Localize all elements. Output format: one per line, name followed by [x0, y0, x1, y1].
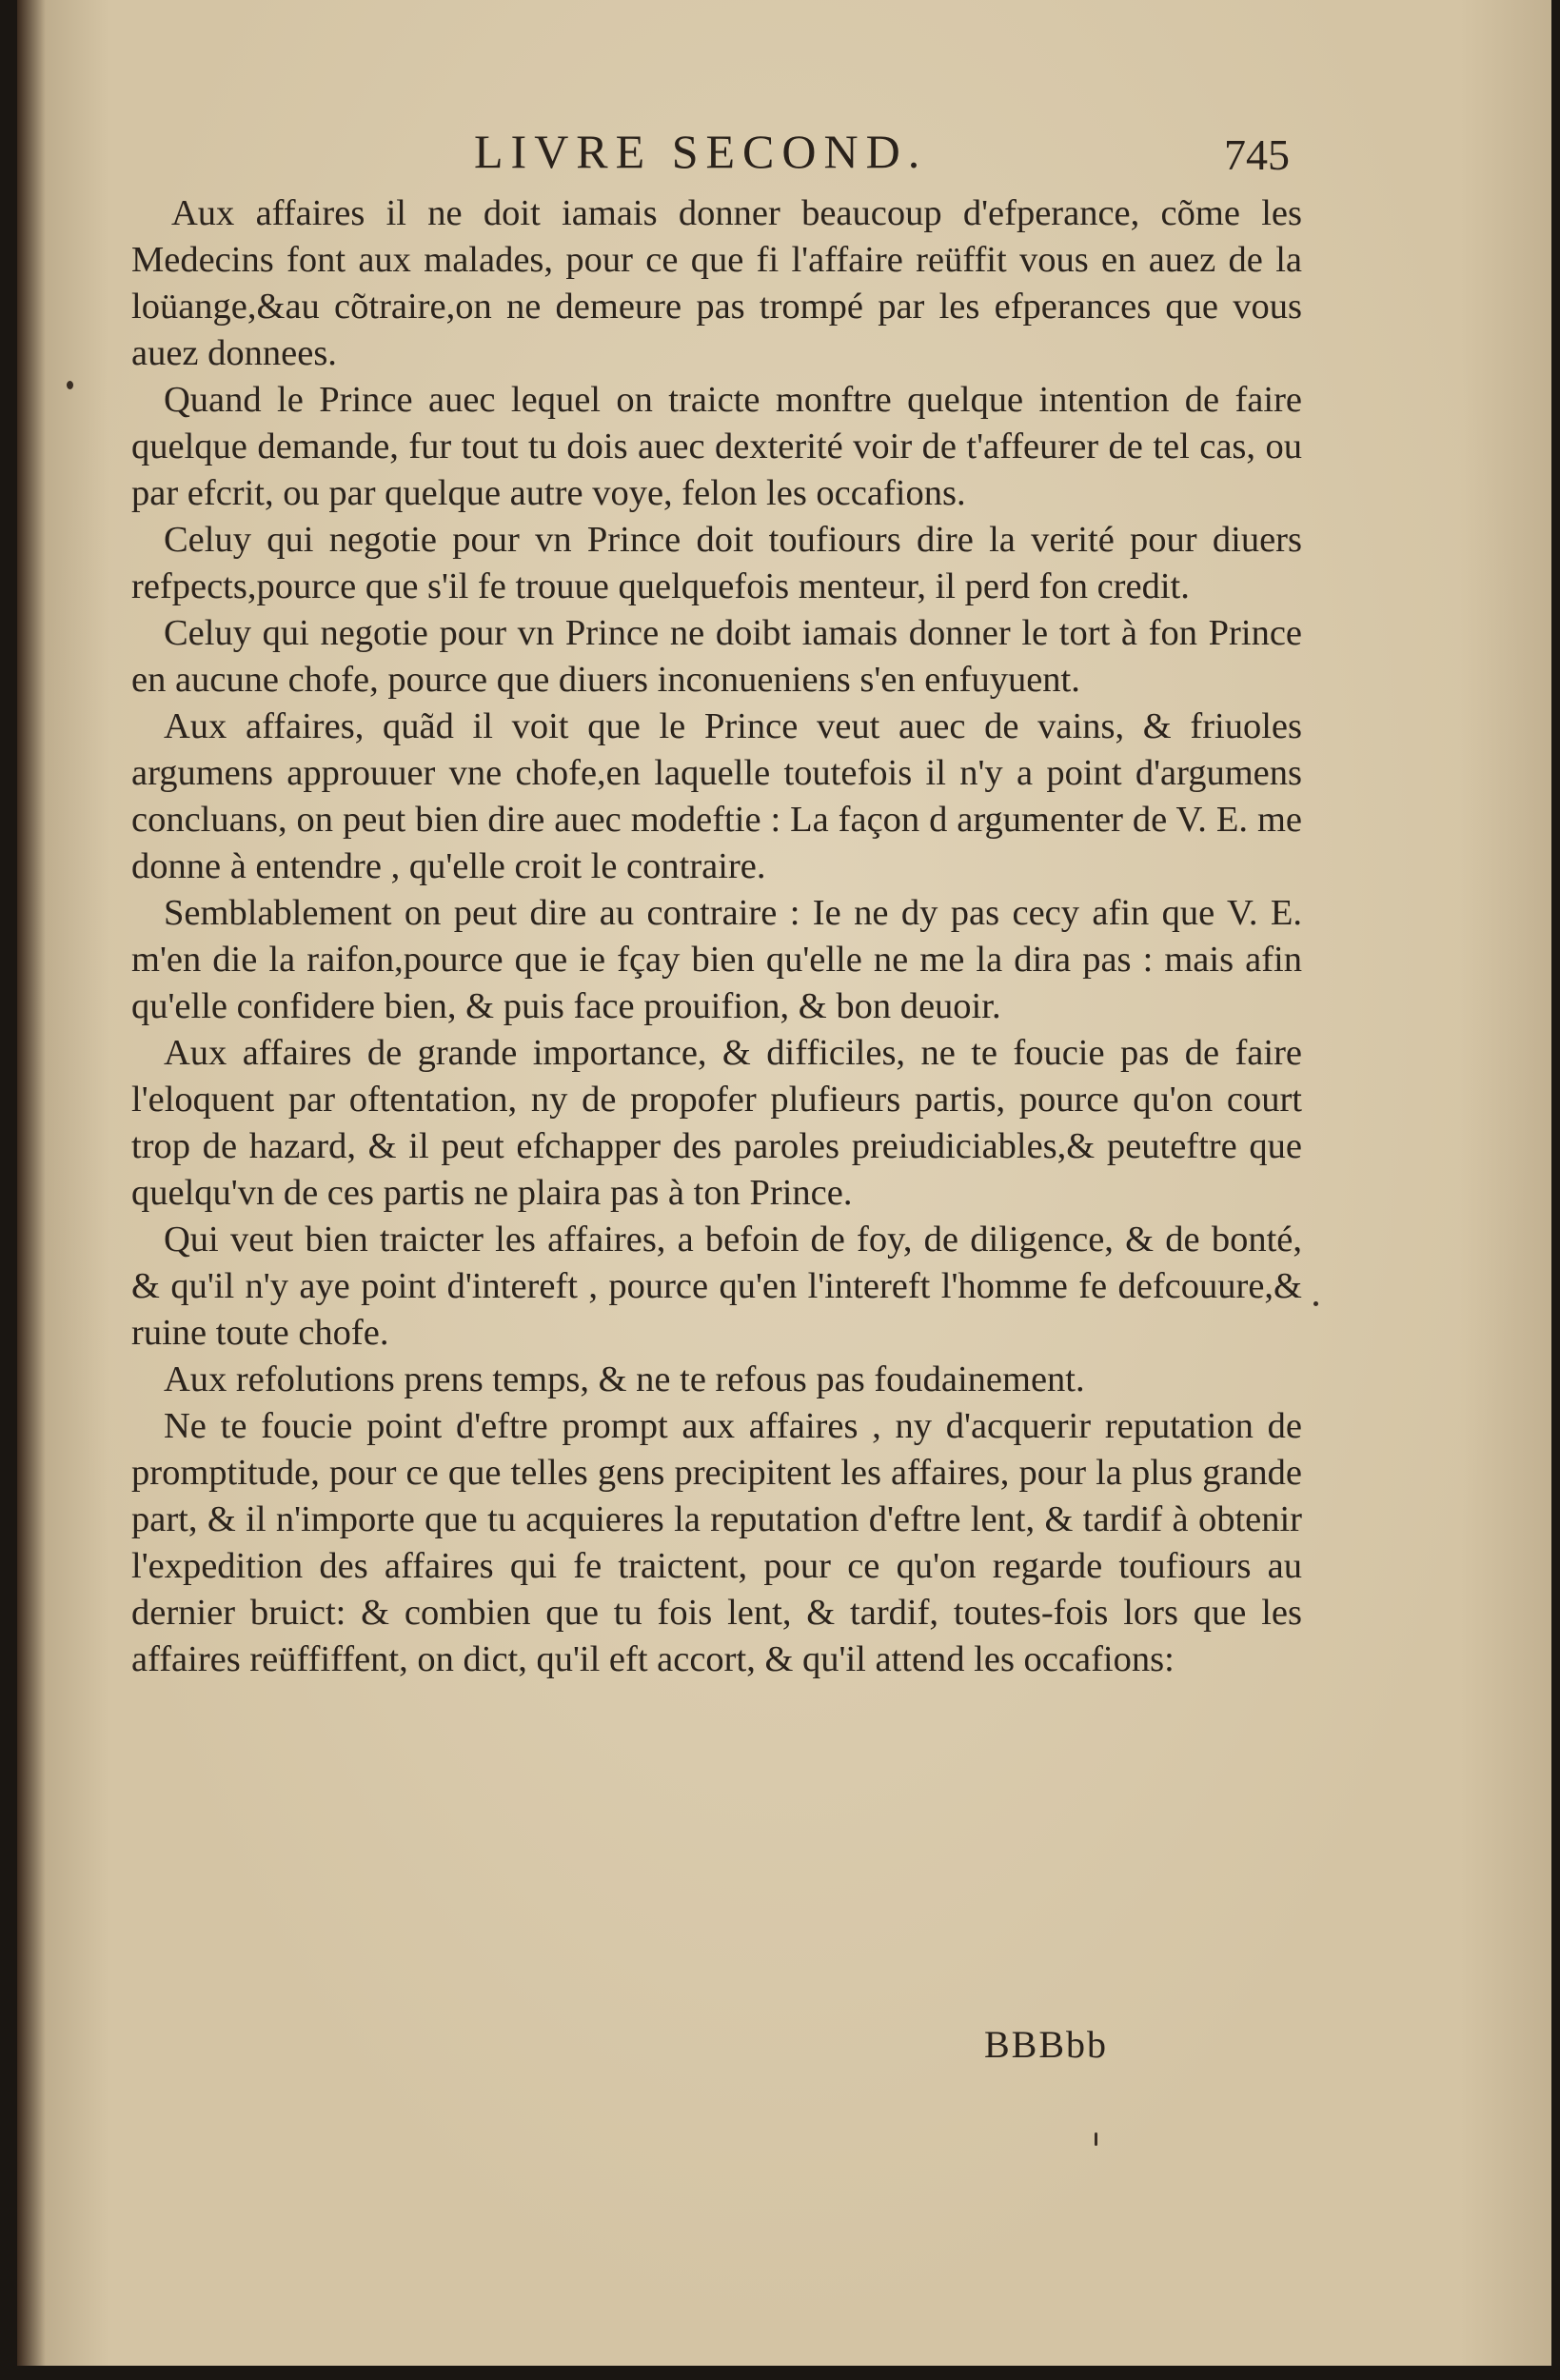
page-number: 745: [1224, 130, 1290, 179]
running-title: LIVRE SECOND.: [474, 125, 928, 178]
paragraph: Aux refolutions prens temps, & ne te refous pas foudainement.: [164, 1359, 1085, 1399]
paragraph: Quand le Prince auec lequel on traicte monftre quelque intention de faire quelque demande, fur tout tu dois auec dexterité voir de t'affeurer de tel cas, ou par efcrit, ou par quelque autre voye, felon les occafions.: [131, 380, 1302, 513]
catchword-signature: BBBbb: [984, 2023, 1109, 2066]
paragraph: Ne te foucie point d'eftre prompt aux affaires , ny d'acquerir reputation de promptitude, pour ce que telles gens precipitent les affaires, pour la plus grande part, & il n'importe que tu acquieres la reputation d'eftre lent, & tardif à obtenir l'expedition des affaires qui fe traictent, pour ce qu'on regarde toufiours au dernier bruict: & combien que tu fois lent, & tardif, toutes-fois lors que les affaires reüffiffent, on dict, qu'il eft accort, & qu'il attend les occafions:: [131, 1406, 1302, 1679]
paragraph: Qui veut bien traicter les affaires, a befoin de foy, de diligence, & de bonté, & qu'il n'y aye point d'intereft , pource qu'en l'intereft l'homme fe defcouure,& ruine toute chofe.: [131, 1220, 1302, 1353]
ink-speck: [1313, 1301, 1318, 1306]
paragraph: Aux affaires de grande importance, & difficiles, ne te foucie pas de faire l'eloquent par oftentation, ny de propofer plufieurs partis, pource qu'on court trop de hazard, & il peut efchapper des paroles preiudiciables,& peuteftre que quelqu'vn de ces partis ne plaira pas à ton Prince.: [131, 1033, 1302, 1213]
body-text: [131, 190, 1302, 1683]
binding-shadow: [17, 0, 46, 2366]
paragraph: Celuy qui negotie pour vn Prince doit toufiours dire la verité pour diuers refpects,pource que s'il fe trouue quelquefois menteur, il perd fon credit.: [131, 520, 1302, 606]
paragraph: Celuy qui negotie pour vn Prince ne doibt iamais donner le tort à fon Prince en aucune chofe, pource que diuers inconueniens s'en enfuyuent.: [131, 613, 1302, 700]
paragraph: Aux affaires, quãd il voit que le Prince veut auec de vains, & friuoles argumens approuuer vne chofe,en laquelle toutefois il n'y a point d'argumens concluans, on peut bien dire auec modeftie : La façon d argumenter de V. E. me donne à entendre , qu'elle croit le contraire.: [131, 706, 1302, 886]
book-page: [17, 0, 1551, 2366]
ink-speck: [1095, 2132, 1097, 2146]
paragraph: Aux affaires il ne doit iamais donner beaucoup d'efperance, cõme les Medecins font aux malades, pour ce que fi l'affaire reüffit vous en auez de la loüange,&au cõtraire,on ne demeure pas trompé par les efperances que vous auez donnees.: [131, 193, 1302, 373]
paragraph: Semblablement on peut dire au contraire : Ie ne dy pas cecy afin que V. E. m'en die la raifon,pource que ie fçay bien qu'elle ne me la dira pas : mais afin qu'elle confidere bien, & puis face prouifion, & bon deuoir.: [131, 893, 1302, 1026]
page-header: [17, 112, 1551, 179]
ink-speck: [67, 381, 73, 389]
